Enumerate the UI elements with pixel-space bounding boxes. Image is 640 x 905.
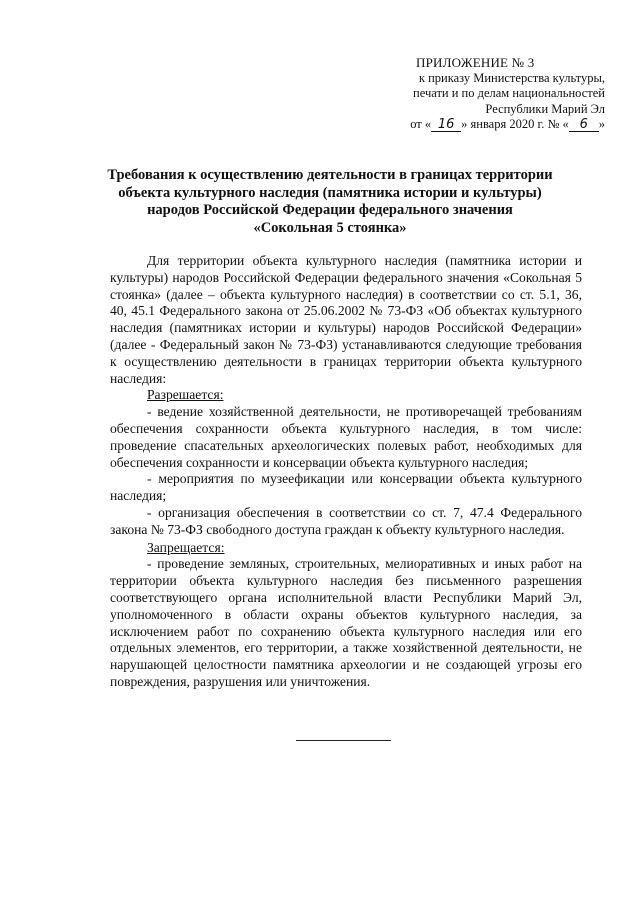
- intro-paragraph: Для территории объекта культурного наследия (памятника истории и культуры) народов Российской Федерации федерального значения «Сокольная 5 стоянка» (далее – объекта культурного наследия) в соответствии со ст. 5.1, 36, 40, 45.1 Федерального закона от 25.06.2002 № 73-ФЗ «Об объектах культурного наследия (памятниках истории и культуры) народов Российской Федерации» (далее - Федеральный закон № 73-ФЗ) устанавливаются следующие требования к осуществлению деятельности в границах территории объекта культурного наследия:: [110, 253, 582, 386]
- appendix-line-1: к приказу Министерства культуры,: [418, 70, 605, 85]
- document-body: [110, 253, 582, 691]
- date-mid: » января 2020 г. № «: [461, 117, 569, 131]
- allowed-heading: Разрешается:: [147, 387, 224, 403]
- allowed-item-3: - организация обеспечения в соответствии со ст. 7, 47.4 Федерального закона № 73-ФЗ свободного доступа граждан к объекту культурного наследия.: [110, 504, 582, 537]
- allowed-item-1: - ведение хозяйственной деятельности, не противоречащей требованиям обеспечения сохранности объекта культурного наследия, в том числе: проведение спасательных археологических полевых работ, необходимых для обеспечения сохранности и консервации объекта культурного наследия;: [110, 404, 582, 470]
- order-number-handwritten: 6: [569, 118, 599, 132]
- title-line-2: объекта культурного наследия (памятника истории и культуры): [118, 184, 542, 201]
- date-prefix: от «: [410, 117, 432, 131]
- appendix-header: [370, 55, 605, 133]
- date-day-handwritten: 16: [431, 118, 461, 132]
- forbidden-heading: Запрещается:: [147, 539, 225, 555]
- title-line-4: «Сокольная 5 стоянка»: [253, 219, 407, 236]
- title-line-1: Требования к осуществлению деятельности в границах территории: [107, 167, 553, 183]
- date-suffix: »: [598, 117, 605, 131]
- allowed-item-2: - мероприятия по музеефикации или консервации объекта культурного наследия;: [110, 471, 582, 504]
- title-line-3: народов Российской Федерации федерального значения: [147, 202, 513, 218]
- appendix-line-3: Республики Марий Эл: [485, 101, 605, 116]
- document-title: [100, 167, 560, 237]
- appendix-line-2: печати и по делам национальностей: [413, 86, 605, 100]
- forbidden-item-1: - проведение земляных, строительных, мелиоративных и иных работ на территории объекта культурного наследия без письменного разрешения соответствующего органа исполнительной власти Республики Марий Эл, уполномоченного в области охраны объектов культурного наследия, за исключением работ по сохранению объекта культурного наследия или его отдельных элементов, его территории, а также хозяйственной деятельности, не нарушающей целостности памятника археологии и не создающей угрозы его повреждения, разрушения или уничтожения.: [110, 556, 582, 689]
- appendix-date-line: [370, 117, 605, 133]
- appendix-title: ПРИЛОЖЕНИЕ № 3: [416, 55, 535, 70]
- closing-rule-divider: [296, 740, 391, 741]
